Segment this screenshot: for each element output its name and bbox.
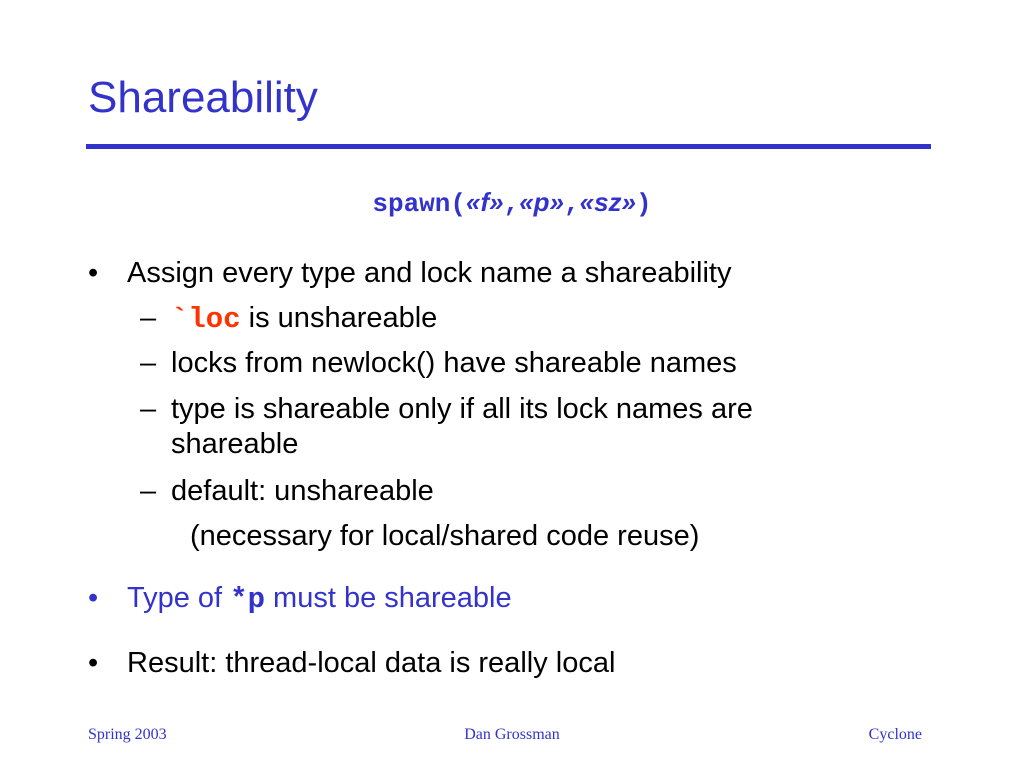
footer-author: Dan Grossman xyxy=(464,726,560,743)
bullet-mark: • xyxy=(88,582,99,614)
bullet-content xyxy=(127,581,512,617)
sub-item-text-line1: type is shareable only if all its lock names are xyxy=(171,393,753,425)
bullet-text-pre: Type of xyxy=(127,582,231,614)
dash-mark: – xyxy=(140,475,157,507)
close-paren: ) xyxy=(636,189,652,219)
comma-2: , xyxy=(564,189,580,219)
dash-mark: – xyxy=(140,347,157,379)
bullet-text: Assign every type and lock name a shareability xyxy=(127,257,732,289)
bullet-text-post: must be shareable xyxy=(264,582,512,614)
sub-item-text-line1: default: unshareable xyxy=(171,475,434,507)
loc-code: `loc xyxy=(171,303,241,336)
spawn-signature xyxy=(0,184,1024,222)
bullet-text: Result: thread-local data is really local xyxy=(127,647,616,679)
placeholder-p: «p» xyxy=(519,187,564,217)
slide-title: Shareability xyxy=(88,73,318,122)
sub-item-text-line2: shareable xyxy=(171,428,299,460)
sub-item-text: locks from newlock() have shareable names xyxy=(171,347,737,379)
comma-1: , xyxy=(503,189,520,219)
bullet-mark: • xyxy=(88,257,99,289)
placeholder-f: «f» xyxy=(466,187,504,217)
p-deref-code: *p xyxy=(230,583,265,616)
sub-item-default-note: (necessary for local/shared code reuse) xyxy=(190,520,700,552)
dash-mark: – xyxy=(140,302,157,334)
placeholder-sz: «sz» xyxy=(579,187,636,217)
footer-topic: Cyclone xyxy=(868,726,922,743)
title-underline xyxy=(86,144,931,149)
sub-item-content xyxy=(171,301,437,337)
bullet-mark: • xyxy=(88,647,99,679)
footer-date: Spring 2003 xyxy=(88,726,167,743)
spawn-function-name: spawn xyxy=(372,189,451,219)
open-paren: ( xyxy=(450,189,466,219)
dash-mark: – xyxy=(140,393,157,425)
sub-item-text: is unshareable xyxy=(240,302,438,334)
